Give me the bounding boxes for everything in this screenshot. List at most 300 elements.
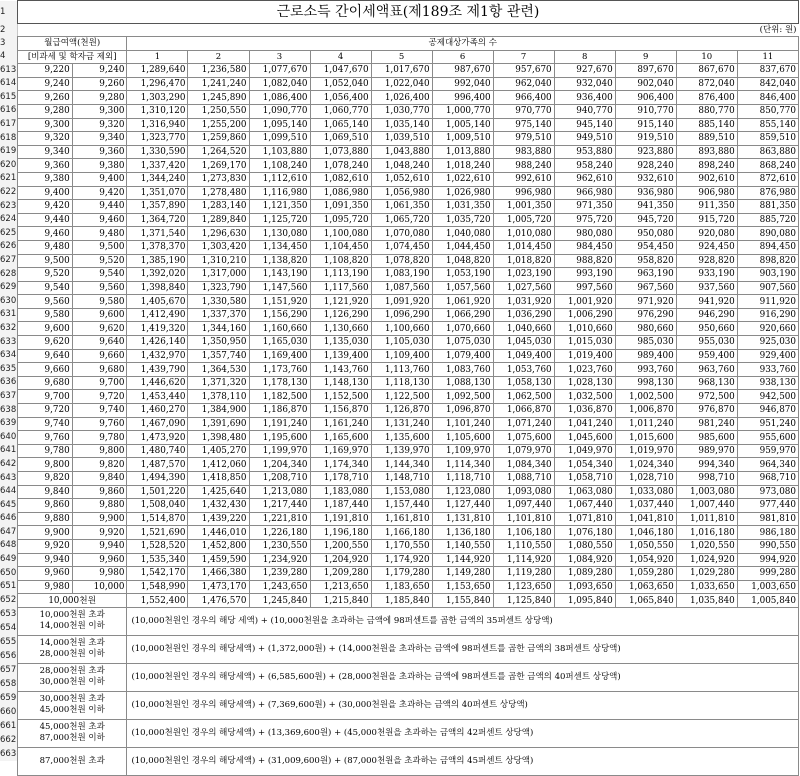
tax-cell[interactable]: 1,073,880: [310, 145, 371, 159]
tax-cell[interactable]: 1,033,080: [615, 485, 676, 499]
tax-cell[interactable]: 1,316,940: [127, 118, 188, 132]
tax-cell[interactable]: 1,125,720: [249, 213, 310, 227]
row-number[interactable]: 663: [0, 749, 17, 760]
tax-cell[interactable]: 1,323,790: [188, 281, 249, 295]
tax-cell[interactable]: 863,880: [737, 145, 798, 159]
tax-cell[interactable]: 967,560: [615, 281, 676, 295]
salary-range-cell[interactable]: 9,260: [18, 91, 73, 105]
tax-cell[interactable]: 1,392,020: [127, 268, 188, 282]
tax-cell[interactable]: 1,446,010: [188, 526, 249, 540]
tax-cell[interactable]: 846,400: [737, 91, 798, 105]
tax-cell[interactable]: 985,600: [676, 431, 737, 445]
tax-cell[interactable]: 1,289,840: [188, 213, 249, 227]
tax-cell[interactable]: 1,425,640: [188, 485, 249, 499]
tax-cell[interactable]: 1,273,830: [188, 172, 249, 186]
row-number[interactable]: 618: [0, 132, 18, 146]
tax-cell[interactable]: 1,330,590: [127, 145, 188, 159]
tax-cell[interactable]: 1,453,440: [127, 390, 188, 404]
row-number[interactable]: 654: [0, 623, 17, 634]
tax-cell[interactable]: 1,139,970: [371, 444, 432, 458]
tax-cell[interactable]: 1,351,070: [127, 186, 188, 200]
tax-cell[interactable]: 1,040,660: [493, 322, 554, 336]
tax-cell[interactable]: 992,040: [432, 77, 493, 91]
tax-cell[interactable]: 1,213,080: [249, 485, 310, 499]
row-number[interactable]: 656: [0, 651, 17, 662]
tax-cell[interactable]: 1,169,970: [310, 444, 371, 458]
row-number[interactable]: 661: [0, 721, 17, 732]
tax-cell[interactable]: 1,011,810: [676, 512, 737, 526]
row-number[interactable]: 619: [0, 145, 18, 159]
tax-cell[interactable]: 1,215,840: [310, 594, 371, 608]
tax-cell[interactable]: 1,123,080: [432, 485, 493, 499]
tax-cell[interactable]: 1,095,140: [249, 118, 310, 132]
tax-cell[interactable]: 1,148,130: [310, 376, 371, 390]
tax-cell[interactable]: 1,432,970: [127, 349, 188, 363]
tax-cell[interactable]: 1,243,650: [249, 580, 310, 594]
tax-cell[interactable]: 1,028,710: [615, 472, 676, 486]
tax-cell[interactable]: 1,024,920: [676, 553, 737, 567]
tax-cell[interactable]: 1,083,760: [432, 363, 493, 377]
salary-range-cell[interactable]: 9,720: [72, 390, 127, 404]
salary-range-cell[interactable]: 9,240: [18, 77, 73, 91]
salary-range-cell[interactable]: 9,600: [72, 308, 127, 322]
tax-cell[interactable]: 993,190: [554, 268, 615, 282]
tax-cell[interactable]: 1,165,030: [249, 336, 310, 350]
tax-cell[interactable]: 990,550: [737, 539, 798, 553]
tax-cell[interactable]: 1,040,080: [432, 227, 493, 241]
tax-cell[interactable]: 919,510: [615, 132, 676, 146]
tax-cell[interactable]: 1,093,650: [554, 580, 615, 594]
tax-cell[interactable]: 1,234,920: [249, 553, 310, 567]
tax-cell[interactable]: 1,077,670: [249, 64, 310, 78]
tax-cell[interactable]: 996,400: [432, 91, 493, 105]
salary-range-cell[interactable]: 9,400: [72, 172, 127, 186]
family-header[interactable]: 공제대상가족의 수: [127, 37, 799, 51]
tax-cell[interactable]: 1,323,770: [127, 132, 188, 146]
salary-range-cell[interactable]: 9,820: [72, 458, 127, 472]
tax-cell[interactable]: 988,240: [493, 159, 554, 173]
tax-cell[interactable]: 1,050,550: [615, 539, 676, 553]
tax-cell[interactable]: 1,109,400: [371, 349, 432, 363]
tax-cell[interactable]: 1,521,690: [127, 526, 188, 540]
tax-cell[interactable]: 1,088,130: [432, 376, 493, 390]
tax-cell[interactable]: 1,099,510: [249, 132, 310, 146]
tax-cell[interactable]: 970,770: [493, 104, 554, 118]
family-count-header[interactable]: 1: [127, 50, 188, 64]
tax-cell[interactable]: 1,204,920: [310, 553, 371, 567]
tax-cell[interactable]: 1,125,840: [493, 594, 554, 608]
tax-cell[interactable]: 1,058,710: [554, 472, 615, 486]
tax-cell[interactable]: 1,061,350: [371, 200, 432, 214]
tax-cell[interactable]: 1,118,130: [371, 376, 432, 390]
tax-cell[interactable]: 1,075,600: [493, 431, 554, 445]
tax-cell[interactable]: 1,166,180: [371, 526, 432, 540]
row-number[interactable]: 659: [0, 693, 17, 704]
tax-cell[interactable]: 1,079,400: [432, 349, 493, 363]
row-number[interactable]: 617: [0, 118, 18, 132]
tax-cell[interactable]: 1,439,220: [188, 512, 249, 526]
salary-range-cell[interactable]: 9,640: [72, 336, 127, 350]
tax-cell[interactable]: 966,980: [554, 186, 615, 200]
salary-range-cell[interactable]: 9,600: [18, 322, 73, 336]
tax-cell[interactable]: 1,130,080: [249, 227, 310, 241]
salary-range-cell[interactable]: 9,300: [72, 104, 127, 118]
salary-header[interactable]: 월급여액(천원): [18, 37, 127, 51]
tax-cell[interactable]: 1,419,320: [127, 322, 188, 336]
tax-cell[interactable]: 1,030,770: [371, 104, 432, 118]
tax-cell[interactable]: 1,112,610: [249, 172, 310, 186]
tax-cell[interactable]: 977,440: [737, 499, 798, 513]
tax-cell[interactable]: 1,473,170: [188, 580, 249, 594]
tax-cell[interactable]: 1,152,500: [310, 390, 371, 404]
family-count-header[interactable]: 8: [554, 50, 615, 64]
tax-cell[interactable]: 1,033,650: [676, 580, 737, 594]
tax-cell[interactable]: 1,226,180: [249, 526, 310, 540]
tax-cell[interactable]: 1,153,080: [371, 485, 432, 499]
salary-range-cell[interactable]: 9,460: [72, 213, 127, 227]
tax-cell[interactable]: 1,459,590: [188, 553, 249, 567]
tax-cell[interactable]: 1,059,280: [615, 567, 676, 581]
row-number[interactable]: 642: [0, 458, 18, 472]
tax-cell[interactable]: 1,187,440: [310, 499, 371, 513]
row-number[interactable]: 646: [0, 512, 18, 526]
tax-cell[interactable]: 1,006,870: [615, 404, 676, 418]
tax-cell[interactable]: 957,670: [493, 64, 554, 78]
tax-cell[interactable]: 1,066,870: [493, 404, 554, 418]
tax-cell[interactable]: 1,178,710: [310, 472, 371, 486]
tax-cell[interactable]: 1,053,760: [493, 363, 554, 377]
tax-cell[interactable]: 1,052,610: [371, 172, 432, 186]
row-number[interactable]: 650: [0, 567, 18, 581]
bracket-formula[interactable]: (10,000천원인 경우의 해당세액) + (31,009,600원) + (87,000천원을 초과하는 금액의 45퍼센트 상당액): [127, 747, 799, 775]
tax-cell[interactable]: 1,079,970: [493, 444, 554, 458]
tax-cell[interactable]: 1,122,500: [371, 390, 432, 404]
tax-cell[interactable]: 1,174,920: [371, 553, 432, 567]
tax-cell[interactable]: 1,296,470: [127, 77, 188, 91]
tax-cell[interactable]: 1,029,280: [676, 567, 737, 581]
tax-cell[interactable]: 981,240: [676, 417, 737, 431]
tax-cell[interactable]: 1,026,400: [371, 91, 432, 105]
tax-cell[interactable]: 1,019,400: [554, 349, 615, 363]
tax-cell[interactable]: 1,087,560: [371, 281, 432, 295]
tax-cell[interactable]: 1,114,340: [432, 458, 493, 472]
tax-cell[interactable]: 1,126,290: [310, 308, 371, 322]
tax-cell[interactable]: 1,031,920: [493, 295, 554, 309]
tax-cell[interactable]: 1,074,450: [371, 240, 432, 254]
tax-cell[interactable]: 1,100,080: [310, 227, 371, 241]
tax-cell[interactable]: 1,200,550: [310, 539, 371, 553]
bracket-range-cell[interactable]: [18, 663, 127, 691]
bracket-range-cell[interactable]: [18, 691, 127, 719]
tax-cell[interactable]: 872,610: [737, 172, 798, 186]
tax-cell[interactable]: 1,296,630: [188, 227, 249, 241]
tax-cell[interactable]: 1,514,870: [127, 512, 188, 526]
tax-cell[interactable]: 1,161,240: [310, 417, 371, 431]
tax-cell[interactable]: 1,039,510: [371, 132, 432, 146]
salary-range-cell[interactable]: 9,920: [72, 526, 127, 540]
row-number[interactable]: 4: [0, 50, 18, 64]
salary-range-cell[interactable]: 10,000: [72, 580, 127, 594]
row-number[interactable]: 621: [0, 172, 18, 186]
tax-cell[interactable]: 1,131,240: [371, 417, 432, 431]
tax-cell[interactable]: 1,093,080: [493, 485, 554, 499]
tax-cell[interactable]: 1,037,440: [615, 499, 676, 513]
tax-cell[interactable]: 1,041,240: [554, 417, 615, 431]
row-number[interactable]: 2: [0, 24, 18, 37]
tax-cell[interactable]: 920,080: [676, 227, 737, 241]
tax-cell[interactable]: 1,091,350: [310, 200, 371, 214]
row-number[interactable]: 1: [0, 1, 18, 24]
row-number[interactable]: 615: [0, 91, 18, 105]
tax-cell[interactable]: 971,350: [554, 200, 615, 214]
tax-cell[interactable]: 885,140: [676, 118, 737, 132]
tax-cell[interactable]: 1,053,190: [432, 268, 493, 282]
salary-range-cell[interactable]: 9,520: [18, 268, 73, 282]
tax-cell[interactable]: 1,213,650: [310, 580, 371, 594]
row-number[interactable]: 624: [0, 213, 18, 227]
tax-cell[interactable]: 1,045,600: [554, 431, 615, 445]
tax-cell[interactable]: 1,015,600: [615, 431, 676, 445]
tax-cell[interactable]: 1,195,600: [249, 431, 310, 445]
salary-range-cell[interactable]: 9,900: [18, 526, 73, 540]
salary-range-cell[interactable]: 9,960: [18, 567, 73, 581]
tax-cell[interactable]: 927,670: [554, 64, 615, 78]
tax-cell[interactable]: 1,160,660: [249, 322, 310, 336]
tax-cell[interactable]: 1,091,920: [371, 295, 432, 309]
salary-range-cell[interactable]: 9,780: [18, 444, 73, 458]
tax-cell[interactable]: 937,560: [676, 281, 737, 295]
tax-cell[interactable]: 932,610: [615, 172, 676, 186]
tax-cell[interactable]: 1,135,600: [371, 431, 432, 445]
tax-cell[interactable]: 1,155,840: [432, 594, 493, 608]
row-number[interactable]: 629: [0, 281, 18, 295]
tax-cell[interactable]: 1,303,290: [127, 91, 188, 105]
salary-range-cell[interactable]: 9,800: [18, 458, 73, 472]
tax-cell[interactable]: 1,027,560: [493, 281, 554, 295]
tax-cell[interactable]: 1,119,280: [493, 567, 554, 581]
tax-cell[interactable]: 1,041,810: [615, 512, 676, 526]
tax-cell[interactable]: 1,130,660: [310, 322, 371, 336]
tax-cell[interactable]: 1,005,840: [737, 594, 798, 608]
tax-cell[interactable]: 959,970: [737, 444, 798, 458]
tax-cell[interactable]: 924,450: [676, 240, 737, 254]
tax-cell[interactable]: 925,030: [737, 336, 798, 350]
salary-range-cell[interactable]: 9,980: [72, 567, 127, 581]
tax-cell[interactable]: 1,378,110: [188, 390, 249, 404]
row-number[interactable]: 626: [0, 240, 18, 254]
tax-cell[interactable]: 1,071,810: [554, 512, 615, 526]
tax-cell[interactable]: 1,092,500: [432, 390, 493, 404]
tax-cell[interactable]: 966,400: [493, 91, 554, 105]
tax-cell[interactable]: 1,156,870: [310, 404, 371, 418]
tax-cell[interactable]: 1,364,720: [127, 213, 188, 227]
tax-cell[interactable]: 949,510: [554, 132, 615, 146]
tax-cell[interactable]: 1,548,990: [127, 580, 188, 594]
tax-cell[interactable]: 876,400: [676, 91, 737, 105]
tax-cell[interactable]: 1,063,080: [554, 485, 615, 499]
tax-cell[interactable]: 976,290: [615, 308, 676, 322]
salary-range-cell[interactable]: 9,340: [18, 145, 73, 159]
tax-cell[interactable]: 1,426,140: [127, 336, 188, 350]
tax-cell[interactable]: 1,278,480: [188, 186, 249, 200]
tax-cell[interactable]: 1,096,290: [371, 308, 432, 322]
tax-cell[interactable]: 954,450: [615, 240, 676, 254]
tax-cell[interactable]: 1,106,180: [493, 526, 554, 540]
tax-cell[interactable]: 941,920: [676, 295, 737, 309]
salary-range-cell[interactable]: 9,760: [18, 431, 73, 445]
bracket-formula[interactable]: (10,000천원인 경우의 해당세액) + (6,585,600원) + (28,000천원을 초과하는 금액에 98퍼센트를 곱한 금액의 40퍼센트 상당액): [127, 663, 799, 691]
tax-cell[interactable]: 1,058,130: [493, 376, 554, 390]
tax-cell[interactable]: 1,002,500: [615, 390, 676, 404]
row-number[interactable]: 658: [0, 679, 17, 690]
tax-cell[interactable]: 906,400: [615, 91, 676, 105]
tax-cell[interactable]: 1,139,400: [310, 349, 371, 363]
row-number[interactable]: 655: [0, 637, 17, 648]
tax-cell[interactable]: 1,005,720: [493, 213, 554, 227]
tax-cell[interactable]: 1,371,320: [188, 376, 249, 390]
tax-cell[interactable]: 1,070,660: [432, 322, 493, 336]
row-number[interactable]: 3: [0, 37, 18, 51]
salary-range-cell[interactable]: 9,480: [18, 240, 73, 254]
salary-range-cell[interactable]: 9,820: [18, 472, 73, 486]
tax-cell[interactable]: 898,820: [737, 254, 798, 268]
tax-cell[interactable]: 1,086,400: [249, 91, 310, 105]
row-number[interactable]: 623: [0, 200, 18, 214]
tax-cell[interactable]: 1,022,040: [371, 77, 432, 91]
tax-cell[interactable]: 1,405,270: [188, 444, 249, 458]
row-number[interactable]: 635: [0, 363, 18, 377]
tax-cell[interactable]: 1,065,840: [615, 594, 676, 608]
tax-cell[interactable]: 1,063,650: [615, 580, 676, 594]
tax-cell[interactable]: 910,770: [615, 104, 676, 118]
tax-cell[interactable]: 1,003,080: [676, 485, 737, 499]
tax-cell[interactable]: 1,086,980: [310, 186, 371, 200]
tax-cell[interactable]: 837,670: [737, 64, 798, 78]
salary-range-cell[interactable]: 9,540: [72, 268, 127, 282]
tax-cell[interactable]: 929,400: [737, 349, 798, 363]
tax-cell[interactable]: 915,140: [615, 118, 676, 132]
tax-cell[interactable]: 1,123,650: [493, 580, 554, 594]
tax-cell[interactable]: 973,080: [737, 485, 798, 499]
tax-cell[interactable]: 1,061,920: [432, 295, 493, 309]
tax-cell[interactable]: 1,412,490: [127, 308, 188, 322]
tax-cell[interactable]: 983,880: [493, 145, 554, 159]
tax-cell[interactable]: 1,066,290: [432, 308, 493, 322]
tax-cell[interactable]: 1,179,280: [371, 567, 432, 581]
tax-cell[interactable]: 1,144,920: [432, 553, 493, 567]
salary-range-cell[interactable]: 9,700: [18, 390, 73, 404]
tax-cell[interactable]: 989,400: [615, 349, 676, 363]
bracket-formula[interactable]: (10,000천원인 경우의 해당 세액) + (10,000천원을 초과하는 금액에 98퍼센트를 곱한 금액의 35퍼센트 상당액): [127, 607, 799, 635]
salary-range-cell[interactable]: 9,500: [72, 240, 127, 254]
tax-cell[interactable]: 1,466,380: [188, 567, 249, 581]
tax-cell[interactable]: 1,344,240: [127, 172, 188, 186]
salary-range-cell[interactable]: 9,680: [72, 363, 127, 377]
salary-range-cell[interactable]: 9,520: [72, 254, 127, 268]
salary-range-cell[interactable]: 9,740: [18, 417, 73, 431]
tax-cell[interactable]: 1,105,600: [432, 431, 493, 445]
salary-range-cell[interactable]: 9,960: [72, 553, 127, 567]
row-number[interactable]: 613: [0, 64, 18, 78]
tax-cell[interactable]: 1,143,190: [249, 268, 310, 282]
tax-cell[interactable]: 953,880: [554, 145, 615, 159]
row-number[interactable]: 660: [0, 707, 17, 718]
salary-range-cell[interactable]: 9,320: [18, 132, 73, 146]
tax-cell[interactable]: 1,036,290: [493, 308, 554, 322]
tax-cell[interactable]: 945,140: [554, 118, 615, 132]
tax-cell[interactable]: 936,980: [615, 186, 676, 200]
tax-cell[interactable]: 1,022,610: [432, 172, 493, 186]
tax-cell[interactable]: 1,542,170: [127, 567, 188, 581]
family-count-header[interactable]: 5: [371, 50, 432, 64]
tax-cell[interactable]: 1,023,190: [493, 268, 554, 282]
tax-cell[interactable]: 1,245,840: [249, 594, 310, 608]
tax-cell[interactable]: 1,049,970: [554, 444, 615, 458]
row-number[interactable]: 640: [0, 431, 18, 445]
tax-cell[interactable]: 1,183,080: [310, 485, 371, 499]
tax-cell[interactable]: 1,043,880: [371, 145, 432, 159]
tax-cell[interactable]: 1,048,240: [371, 159, 432, 173]
tax-cell[interactable]: 1,310,120: [127, 104, 188, 118]
tax-cell[interactable]: 1,199,970: [249, 444, 310, 458]
salary-range-cell[interactable]: 9,260: [72, 77, 127, 91]
tax-cell[interactable]: 1,487,570: [127, 458, 188, 472]
tax-cell[interactable]: 1,303,420: [188, 240, 249, 254]
tax-cell[interactable]: 1,032,500: [554, 390, 615, 404]
tax-cell[interactable]: 1,065,140: [310, 118, 371, 132]
tax-cell[interactable]: 1,083,190: [371, 268, 432, 282]
row-number[interactable]: 645: [0, 499, 18, 513]
tax-cell[interactable]: 1,357,740: [188, 349, 249, 363]
salary-range-cell[interactable]: 9,980: [18, 580, 73, 594]
salary-range-cell[interactable]: 9,440: [18, 213, 73, 227]
tax-cell[interactable]: 980,660: [615, 322, 676, 336]
row-number[interactable]: 639: [0, 417, 18, 431]
salary-range-cell[interactable]: 9,700: [72, 376, 127, 390]
tax-cell[interactable]: 1,067,440: [554, 499, 615, 513]
tax-cell[interactable]: 1,289,640: [127, 64, 188, 78]
tax-cell[interactable]: 1,062,500: [493, 390, 554, 404]
tax-cell[interactable]: 911,920: [737, 295, 798, 309]
tax-cell[interactable]: 890,080: [737, 227, 798, 241]
tax-cell[interactable]: 872,040: [676, 77, 737, 91]
tax-cell[interactable]: 1,117,560: [310, 281, 371, 295]
tax-cell[interactable]: 1,103,880: [249, 145, 310, 159]
salary-range-cell[interactable]: 9,940: [72, 539, 127, 553]
row-number[interactable]: 637: [0, 390, 18, 404]
tax-cell[interactable]: 1,001,350: [493, 200, 554, 214]
tax-cell[interactable]: 1,007,440: [676, 499, 737, 513]
row-number[interactable]: 647: [0, 526, 18, 540]
tax-cell[interactable]: 946,870: [737, 404, 798, 418]
tax-cell[interactable]: 1,011,240: [615, 417, 676, 431]
tax-cell[interactable]: 1,241,240: [188, 77, 249, 91]
tax-cell[interactable]: 1,330,580: [188, 295, 249, 309]
tax-cell[interactable]: 915,720: [676, 213, 737, 227]
tax-cell[interactable]: 932,040: [554, 77, 615, 91]
tax-cell[interactable]: 1,264,520: [188, 145, 249, 159]
tax-cell[interactable]: 1,006,290: [554, 308, 615, 322]
tax-cell[interactable]: 950,080: [615, 227, 676, 241]
tax-cell[interactable]: 867,670: [676, 64, 737, 78]
tax-cell[interactable]: 959,400: [676, 349, 737, 363]
tax-cell[interactable]: 1,552,400: [127, 594, 188, 608]
tax-cell[interactable]: 1,135,030: [310, 336, 371, 350]
tax-cell[interactable]: 1,018,240: [432, 159, 493, 173]
tax-cell[interactable]: 1,131,810: [432, 512, 493, 526]
tax-cell[interactable]: 933,760: [737, 363, 798, 377]
tax-cell[interactable]: 1,108,240: [249, 159, 310, 173]
